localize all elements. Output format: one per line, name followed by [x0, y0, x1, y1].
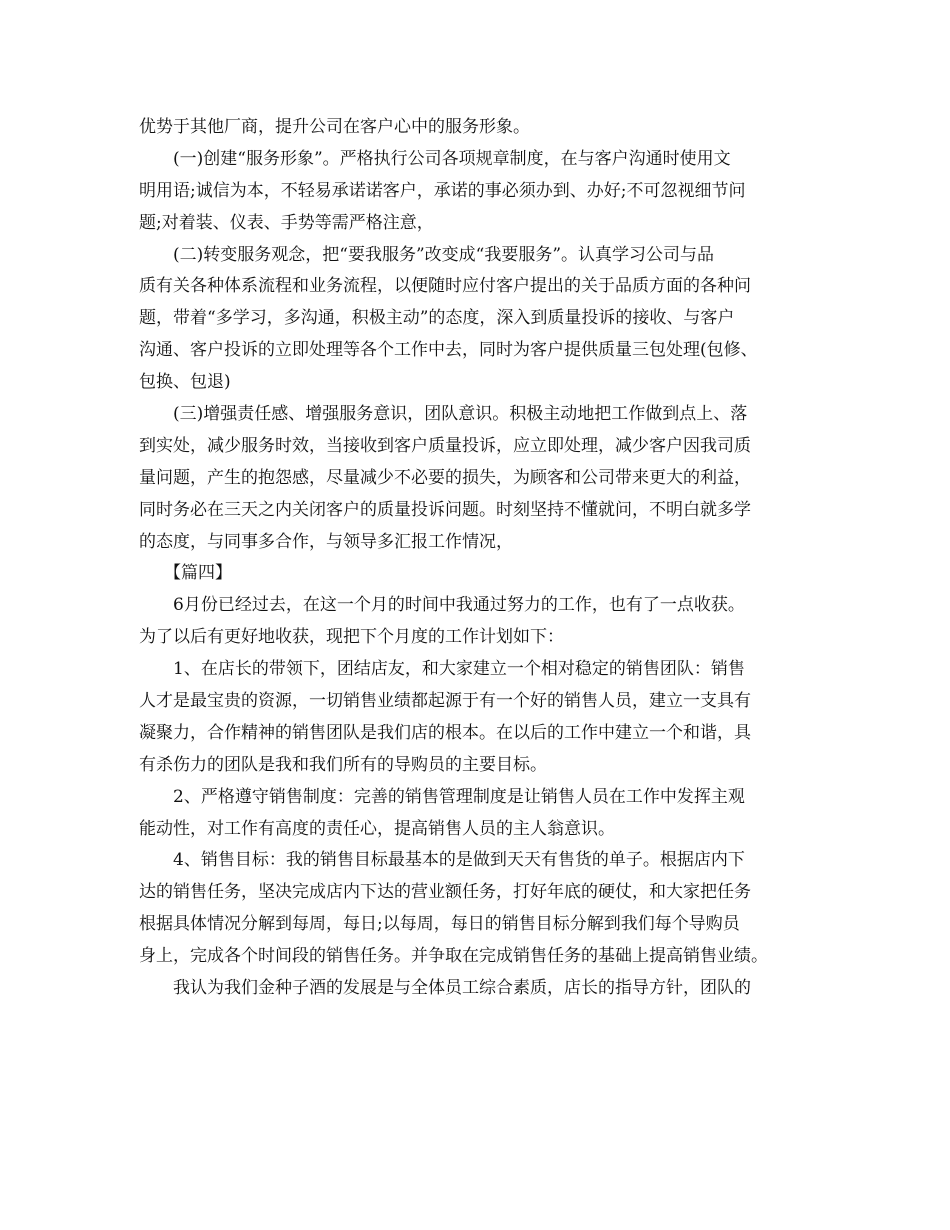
text-line: 身上，完成各个时间段的销售任务。并争取在完成销售任务的基础上提高销售业绩。	[139, 946, 768, 967]
text-line: 人才是最宝贵的资源，一切销售业绩都起源于有一个好的销售人员，建立一支具有	[139, 691, 751, 712]
text-line: 同时务必在三天之内关闭客户的质量投诉问题。时刻坚持不懂就问，不明白就多学	[139, 499, 751, 520]
paragraph-start-line: 1、在店长的带领下，团结店友，和大家建立一个相对稳定的销售团队：销售	[173, 659, 745, 680]
text-line: 根据具体情况分解到每周，每日;以每周，每日的销售目标分解到我们每个导购员	[139, 914, 740, 935]
text-line: 有杀伤力的团队是我和我们所有的导购员的主要目标。	[139, 754, 547, 775]
text-line: 达的销售任务，坚决完成店内下达的营业额任务，打好年底的硬仗，和大家把任务	[139, 882, 751, 903]
text-line: 的态度，与同事多合作，与领导多汇报工作情况，	[139, 531, 513, 552]
text-line: 质有关各种体系流程和业务流程，以便随时应付客户提出的关于品质方面的各种问	[139, 276, 751, 297]
section-heading: 【篇四】	[164, 563, 232, 584]
paragraph-start-line: 2、严格遵守销售制度：完善的销售管理制度是让销售人员在工作中发挥主观	[173, 786, 745, 807]
text-line: 题;对着装、仪表、手势等需严格注意，	[139, 212, 434, 233]
paragraph-start-line: 6月份已经过去，在这一个月的时间中我通过努力的工作，也有了一点收获。	[173, 595, 745, 616]
paragraph-start-line: (二)转变服务观念，把“要我服务”改变成“我要服务”。认真学习公司与品	[173, 244, 715, 265]
text-line: 到实处，减少服务时效，当接收到客户质量投诉，应立即处理，减少客户因我司质	[139, 435, 751, 456]
text-line: 题，带着“多学习，多沟通，积极主动”的态度，深入到质量投诉的接收、与客户	[139, 308, 735, 329]
document-body	[139, 112, 819, 1005]
text-line: 凝聚力，合作精神的销售团队是我们店的根本。在以后的工作中建立一个和谐，具	[139, 722, 751, 743]
text-line: 优势于其他厂商，提升公司在客户心中的服务形象。	[139, 117, 530, 137]
text-line: 明用语;诚信为本，不轻易承诺诺客户，承诺的事必须办到、办好;不可忽视细节问	[139, 180, 746, 201]
paragraph-start-line: (三)增强责任感、增强服务意识，团队意识。积极主动地把工作做到点上、落	[173, 404, 748, 425]
paragraph-start-line: 4、销售目标：我的销售目标最基本的是做到天天有售货的单子。根据店内下	[173, 850, 745, 871]
text-line: 为了以后有更好地收获，现把下个月度的工作计划如下：	[139, 627, 564, 648]
paragraph-start-line: (一)创建“服务形象”。严格执行公司各项规章制度，在与客户沟通时使用文	[173, 148, 731, 169]
text-line: 能动性，对工作有高度的责任心，提高销售人员的主人翁意识。	[139, 818, 615, 839]
text-line: 量问题，产生的抱怨感，尽量减少不必要的损失，为顾客和公司带来更大的利益，	[139, 467, 751, 488]
text-line: 沟通、客户投诉的立即处理等各个工作中去，同时为客户提供质量三包处理(包修、	[139, 340, 758, 361]
paragraph-start-line: 我认为我们金种子酒的发展是与全体员工综合素质，店长的指导方针，团队的	[173, 978, 751, 999]
text-line: 包换、包退)	[139, 372, 231, 393]
